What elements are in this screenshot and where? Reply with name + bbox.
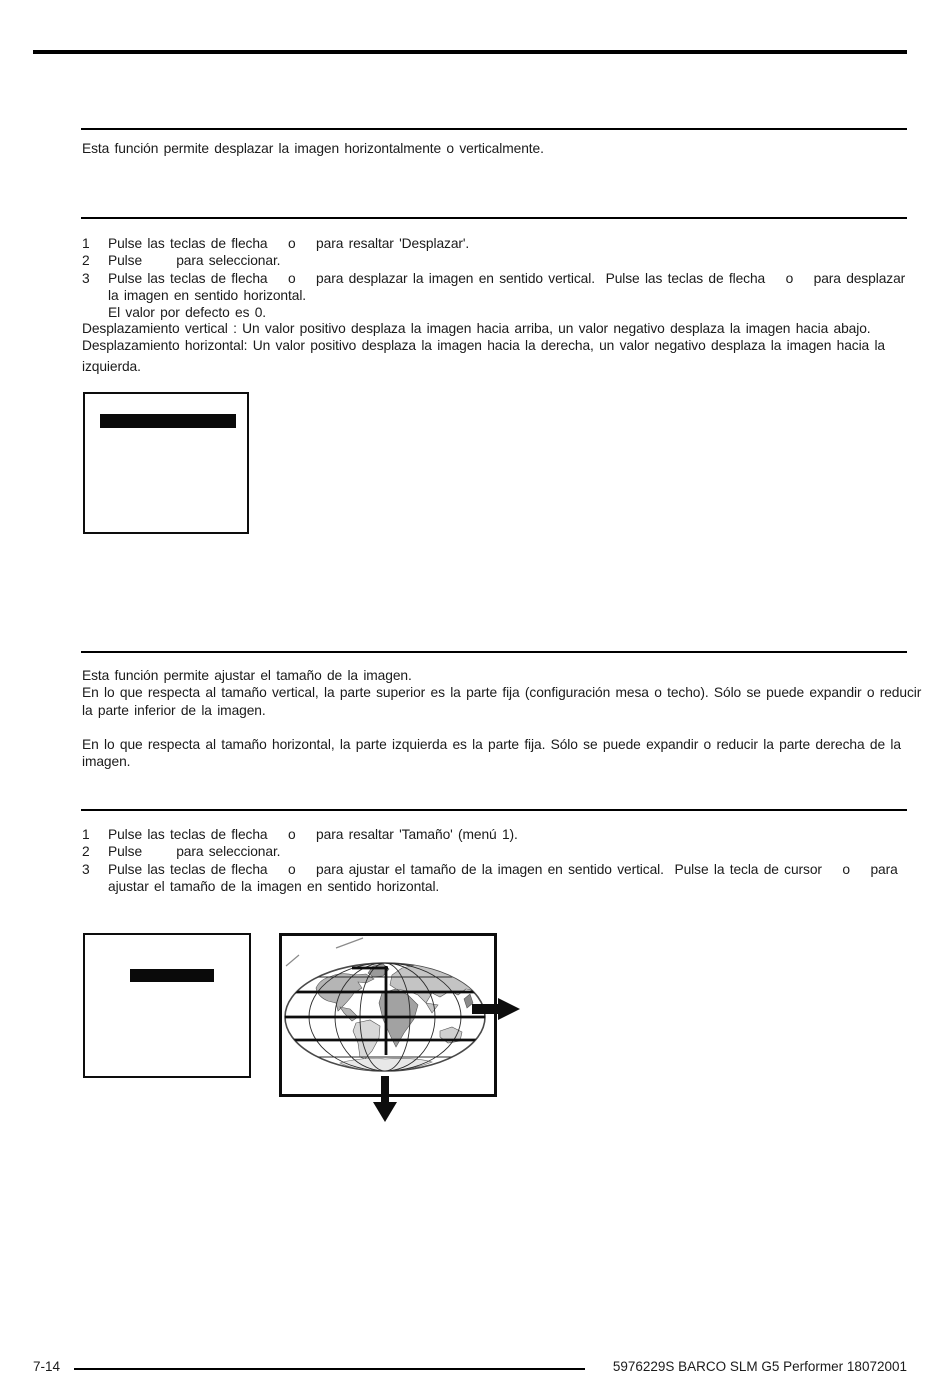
footer-page-number: 7-14 xyxy=(33,1359,61,1374)
step-item xyxy=(82,826,918,843)
menu-highlight-bar xyxy=(130,969,214,982)
step-line: Pulse las teclas de flecha o para resaltar 'Tamaño' (menú 1). xyxy=(108,827,518,842)
size-steps-list xyxy=(82,826,918,895)
step-item xyxy=(82,252,918,269)
step-number: 1 xyxy=(82,236,90,251)
text-line: imagen. xyxy=(82,754,131,770)
text-line: Esta función permite ajustar el tamaño de la imagen. xyxy=(82,668,412,683)
step-line: Pulse para seleccionar. xyxy=(108,844,281,860)
text-line: izquierda. xyxy=(82,358,141,374)
text-line: En lo que respecta al tamaño vertical, la parte superior es la parte fija (configuración mesa o techo). Sólo se puede expandir o reducir xyxy=(82,685,922,701)
section-rule-size-steps xyxy=(81,809,907,811)
section-rule-shift-steps xyxy=(81,217,907,219)
size-worldmap-figure-box xyxy=(279,933,497,1097)
step-number: 2 xyxy=(82,844,90,860)
step-item xyxy=(82,270,918,322)
step-line: Pulse para seleccionar. xyxy=(108,253,281,269)
shift-menu-figure-box xyxy=(83,392,249,534)
text-line: Desplazamiento horizontal: Un valor positivo desplaza la imagen hacia la derecha, un valor negativo desplaza la imagen hacia la xyxy=(82,338,885,354)
step-line: la imagen en sentido horizontal. xyxy=(108,287,307,303)
step-item xyxy=(82,235,918,252)
step-number: 1 xyxy=(82,827,90,842)
section-rule-shift-intro xyxy=(81,128,907,130)
scratch-mark xyxy=(336,938,363,948)
expand-right-arrow-icon xyxy=(472,998,522,1020)
scratch-mark xyxy=(286,955,299,966)
shift-intro-paragraph xyxy=(82,140,918,157)
expand-down-arrow-icon xyxy=(372,1076,398,1123)
text-line xyxy=(82,719,918,736)
footer-rule xyxy=(74,1368,585,1370)
text-line: la parte inferior de la imagen. xyxy=(82,702,266,718)
shift-notes xyxy=(82,320,918,375)
step-number: 3 xyxy=(82,861,90,877)
top-chapter-rule xyxy=(33,50,907,54)
step-number: 2 xyxy=(82,253,90,269)
step-item xyxy=(82,861,918,896)
step-line: Pulse las teclas de flecha o para resaltar 'Desplazar'. xyxy=(108,236,470,251)
size-intro-paragraph xyxy=(82,667,922,771)
shift-steps-list xyxy=(82,235,918,321)
step-line: Pulse las teclas de flecha o para desplazar la imagen en sentido vertical. Pulse las teclas de flecha o para desplazar xyxy=(108,270,906,286)
menu-highlight-bar xyxy=(100,414,236,428)
footer-document-ref: 5976229S BARCO SLM G5 Performer 18072001 xyxy=(612,1359,907,1374)
text-line: En lo que respecta al tamaño horizontal, la parte izquierda es la parte fija. Sólo se puede expandir o reducir la parte derecha de la xyxy=(82,737,901,753)
step-number: 3 xyxy=(82,270,90,286)
text-line: Desplazamiento vertical : Un valor positivo desplaza la imagen hacia arriba, un valor negativo desplaza la imagen hacia abajo. xyxy=(82,321,871,336)
world-map-illustration xyxy=(282,936,494,1094)
step-line: El valor por defecto es 0. xyxy=(108,305,267,321)
text-line: Esta función permite desplazar la imagen horizontalmente o verticalmente. xyxy=(82,141,544,156)
step-item xyxy=(82,843,918,860)
step-line: Pulse las teclas de flecha o para ajustar el tamaño de la imagen en sentido vertical. Pulse la tecla de cursor o para xyxy=(108,861,898,877)
step-line: ajustar el tamaño de la imagen en sentido horizontal. xyxy=(108,878,440,894)
section-rule-size-intro xyxy=(81,651,907,653)
size-menu-figure-box xyxy=(83,933,251,1078)
